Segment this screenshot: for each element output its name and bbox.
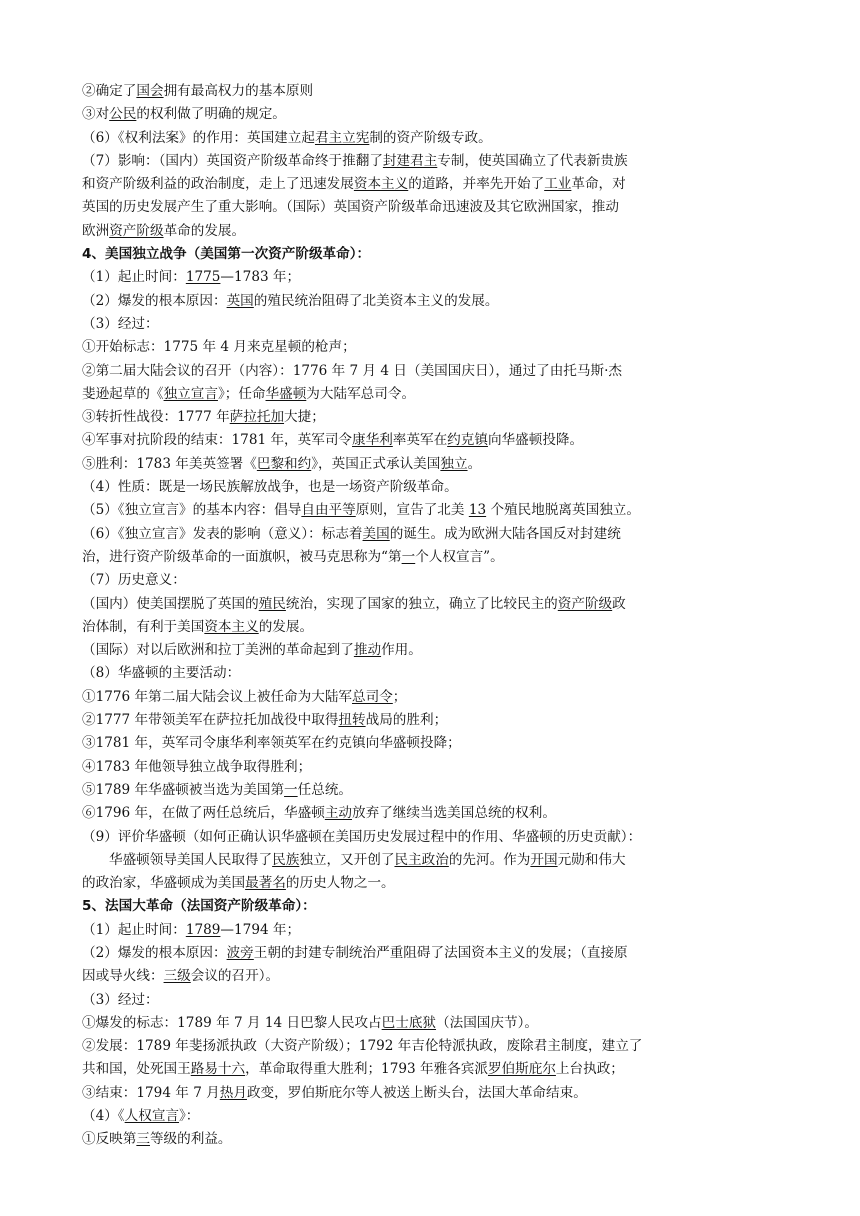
text-segment: 会议的召开）。 <box>190 968 280 985</box>
text-line <box>82 593 782 616</box>
text-line <box>82 127 782 150</box>
text-segment: ； <box>392 688 407 705</box>
underlined-blank: 独立 <box>440 455 468 472</box>
text-segment: 独立，又开创了 <box>299 851 395 868</box>
text-segment: —1794 年； <box>220 921 301 938</box>
underlined-blank: 扭转 <box>338 712 366 729</box>
document-page <box>82 80 782 1152</box>
text-segment: ④1783 年他领导独立战争取得胜利； <box>82 758 312 775</box>
text-line <box>82 686 782 709</box>
text-segment: 》，英国正式承认美国 <box>311 455 441 472</box>
text-line <box>82 639 782 662</box>
text-segment: 等级的利益。 <box>149 1131 232 1148</box>
underlined-blank: 13 <box>468 502 487 519</box>
text-line <box>82 849 782 872</box>
text-segment: 的诞生。成为欧洲大陆各国反对封建统 <box>389 525 621 542</box>
text-segment: 上台执政； <box>555 1061 624 1078</box>
text-line <box>82 965 782 988</box>
text-segment: （5）《独立宣言》的基本内容：倡导 <box>82 502 302 519</box>
text-segment: （4）《 <box>82 1108 125 1125</box>
text-segment: 个殖民地脱离英国独立。 <box>486 502 640 519</box>
text-line <box>82 989 782 1012</box>
underlined-blank: 民主政治 <box>394 851 449 868</box>
text-segment: 元勋和伟大 <box>557 851 626 868</box>
text-segment: 共和国，处死国王 <box>82 1061 191 1078</box>
underlined-blank: 一 <box>284 781 298 798</box>
text-segment: 治，进行资产阶级革命的一面旗帜，被马克思称为“第 <box>82 548 402 565</box>
text-segment: ③结束：1794 年 7 月 <box>82 1084 220 1101</box>
text-segment: （国际）对以后欧洲和拉丁美洲的革命起到了 <box>82 642 354 659</box>
text-segment: 因或导火线： <box>82 968 164 985</box>
text-segment: 》；任命 <box>217 385 266 402</box>
underlined-blank: 萨拉托加 <box>229 409 285 426</box>
text-line <box>82 802 782 825</box>
text-segment: （7）影响：（国内）英国资产阶级革命终于推翻了 <box>82 152 383 169</box>
text-segment: （1）起止时间： <box>82 269 186 286</box>
underlined-blank: 资产阶级 <box>557 595 613 612</box>
text-line <box>82 732 782 755</box>
text-line <box>82 826 782 849</box>
text-line <box>82 499 782 522</box>
text-segment: 的权利做了明确的规定。 <box>136 106 286 123</box>
text-line <box>82 1105 782 1128</box>
text-segment: （6）《独立宣言》发表的影响（意义）：标志着 <box>82 525 363 542</box>
text-segment: ③对 <box>82 106 110 123</box>
underlined-blank: 开国 <box>530 851 558 868</box>
text-segment: 个人权宣言”。 <box>415 548 504 565</box>
text-segment: ①反映第 <box>82 1131 137 1148</box>
underlined-blank: 约克镇 <box>447 432 488 449</box>
underlined-blank: 推动 <box>353 642 382 659</box>
underlined-blank: 路易十六 <box>190 1061 246 1078</box>
text-segment: 的发展。 <box>258 618 314 635</box>
text-segment: （7）历史意义： <box>82 572 186 589</box>
text-line <box>82 336 782 359</box>
underlined-blank: 巴士底狱 <box>381 1014 437 1031</box>
text-segment: ②确定了 <box>82 83 137 99</box>
text-line <box>82 173 782 196</box>
text-segment: （2）爆发的根本原因： <box>82 944 227 961</box>
text-segment: 政 <box>612 595 626 612</box>
text-line <box>82 220 782 243</box>
text-line <box>82 546 782 569</box>
text-segment: 王朝的封建专制统治严重阻碍了法国资本主义的发展；（直接原 <box>253 944 628 961</box>
text-segment: （法国国庆节）。 <box>436 1014 538 1031</box>
underlined-blank: 热月 <box>219 1084 247 1101</box>
underlined-blank: 工业 <box>544 176 572 193</box>
underlined-blank: 自由平等 <box>301 502 356 519</box>
text-segment: 任总统。 <box>297 781 353 798</box>
text-line <box>82 196 782 219</box>
text-segment: ②第二届大陆会议的召开（内容）：1776 年 7 月 4 日（美国国庆日），通过了由托马斯·杰 <box>82 362 622 379</box>
underlined-blank: 资本主义 <box>204 618 259 635</box>
text-segment: 原则，宣告了北美 <box>355 502 469 519</box>
underlined-blank: 华盛顿 <box>265 385 307 402</box>
text-segment: 的政治家，华盛顿成为美国 <box>82 875 246 892</box>
text-line <box>82 453 782 476</box>
text-line <box>82 942 782 965</box>
text-line <box>82 1128 782 1151</box>
underlined-blank: 殖民 <box>258 595 286 612</box>
text-segment: ①开始标志：1775 年 4 月来克星顿的枪声； <box>82 339 356 356</box>
text-segment: 英国的历史发展产生了重大影响。（国际）英国资产阶级革命迅速波及其它欧洲国家，推动 <box>82 199 619 216</box>
underlined-blank: 巴黎和约 <box>256 455 312 472</box>
underlined-blank: 罗伯斯庇尔 <box>487 1061 556 1078</box>
text-line <box>82 1082 782 1105</box>
underlined-blank: 民族 <box>272 851 300 868</box>
underlined-blank: 人权宣言 <box>124 1108 180 1125</box>
text-segment: 欧洲 <box>82 222 110 239</box>
text-segment: 革命的发展。 <box>163 222 246 239</box>
underlined-blank: 资产阶级 <box>109 222 164 239</box>
text-line <box>82 662 782 685</box>
text-segment: （6）《权利法案》的作用：英国建立起 <box>82 129 315 146</box>
text-line <box>82 406 782 429</box>
text-line <box>82 569 782 592</box>
text-segment: 的道路，并率先开始了 <box>408 176 545 193</box>
text-segment: ⑤胜利：1783 年美英签署《 <box>82 455 257 472</box>
text-line <box>82 360 782 383</box>
underlined-blank: 美国 <box>362 525 390 542</box>
underlined-blank: 公民 <box>109 106 137 123</box>
text-line <box>82 103 782 126</box>
text-segment: 的历史人物之一。 <box>285 875 395 892</box>
text-segment: 统治，实现了国家的独立，确立了比较民主的 <box>285 595 558 612</box>
text-segment: 大捷； <box>284 409 325 426</box>
section-heading: 4、美国独立战争（美国第一次资产阶级革命）： <box>82 246 371 263</box>
text-segment: 和资产阶级利益的政治制度，走上了迅速发展 <box>82 176 354 193</box>
text-segment: 华盛顿领导美国人民取得了 <box>109 851 273 868</box>
text-segment: 的先河。作为 <box>448 851 531 868</box>
underlined-blank: 1775 <box>185 269 221 286</box>
text-segment: ④军事对抗阶段的结束：1781 年，英军司令 <box>82 432 353 449</box>
text-segment: 战局的胜利； <box>365 712 448 729</box>
underlined-blank: 一 <box>401 548 416 565</box>
text-segment: ①1776 年第二届大陆会议上被任命为大陆军 <box>82 688 353 705</box>
text-segment: 作用。 <box>381 642 422 659</box>
text-segment: 拥有最高权力的基本原则 <box>163 83 314 99</box>
text-line <box>82 383 782 406</box>
text-line <box>82 290 782 313</box>
text-line <box>82 779 782 802</box>
text-segment: ⑤1789 年华盛顿被当选为美国第 <box>82 781 285 798</box>
text-line <box>82 429 782 452</box>
text-segment: 政变，罗伯斯庇尔等人被送上断头台，法国大革命结束。 <box>246 1084 587 1101</box>
text-segment: 的殖民统治阻碍了北美资本主义的发展。 <box>253 292 499 309</box>
text-segment: ，革命取得重大胜利；1793 年雅各宾派 <box>245 1061 488 1078</box>
text-segment: （9）评价华盛顿（如何正确认识华盛顿在美国历史发展过程中的作用、华盛顿的历史贡献）： <box>82 828 642 845</box>
underlined-blank: 三级 <box>163 968 191 985</box>
text-segment: （3）经过： <box>82 991 159 1008</box>
text-segment: 向华盛顿投降。 <box>487 432 584 449</box>
text-line <box>82 1058 782 1081</box>
text-line <box>82 266 782 289</box>
text-segment: 率英军在 <box>392 432 448 449</box>
underlined-blank: 1789 <box>185 921 221 938</box>
underlined-blank: 康华利 <box>352 432 393 449</box>
text-segment: ②发展：1789 年斐扬派执政（大资产阶级）；1792 年吉伦特派执政，废除君主制度，建立了 <box>82 1038 643 1055</box>
text-line <box>82 476 782 499</box>
text-line <box>82 919 782 942</box>
text-segment: （2）爆发的根本原因： <box>82 292 227 309</box>
underlined-blank: 波旁 <box>226 944 254 961</box>
text-line <box>82 872 782 895</box>
text-segment: 革命，对 <box>571 176 626 193</box>
underlined-blank: 君主立宪 <box>314 129 370 146</box>
text-segment: ①爆发的标志：1789 年 7 月 14 日巴黎人民攻占 <box>82 1014 382 1031</box>
text-segment: 专制，使英国确立了代表新贵族 <box>437 152 628 169</box>
text-line <box>82 709 782 732</box>
text-segment: （国内）使美国摆脱了英国的 <box>82 595 259 612</box>
text-segment: （4）性质：既是一场民族解放战争，也是一场资产阶级革命。 <box>82 479 458 496</box>
underlined-blank: 国会 <box>136 83 164 99</box>
text-line <box>82 150 782 173</box>
text-segment: 斐逊起草的《 <box>82 385 164 402</box>
underlined-blank: 资本主义 <box>353 176 409 193</box>
text-segment: ⑥1796 年，在做了两任总统后，华盛顿 <box>82 805 325 822</box>
text-segment: —1783 年； <box>220 269 301 286</box>
underlined-blank: 主动 <box>324 805 353 822</box>
text-line <box>82 313 782 336</box>
text-segment: 放弃了继续当选美国总统的权利。 <box>352 805 556 822</box>
text-line <box>82 523 782 546</box>
text-line <box>82 1035 782 1058</box>
text-segment: 为大陆军总司令。 <box>306 385 416 402</box>
text-segment: 治体制，有利于美国 <box>82 618 205 635</box>
underlined-blank: 封建君主 <box>382 152 438 169</box>
underlined-blank: 最著名 <box>245 875 286 892</box>
text-segment: 。 <box>467 455 482 472</box>
text-line <box>82 80 782 103</box>
text-segment: ③1781 年，英军司令康华利率领英军在约克镇向华盛顿投降； <box>82 735 461 752</box>
text-segment: ③转折性战役：1777 年 <box>82 409 230 426</box>
underlined-blank: 总司令 <box>352 688 393 705</box>
text-line <box>82 616 782 639</box>
text-segment: （1）起止时间： <box>82 921 186 938</box>
text-line <box>82 1012 782 1035</box>
text-line <box>82 756 782 779</box>
underlined-blank: 三 <box>136 1131 150 1148</box>
text-segment: （3）经过： <box>82 315 159 332</box>
section-heading: 5、法国大革命（法国资产阶级革命）： <box>82 898 316 915</box>
text-segment: 制的资产阶级专政。 <box>369 129 492 146</box>
text-segment: ②1777 年带领美军在萨拉托加战役中取得 <box>82 712 339 729</box>
underlined-blank: 独立宣言 <box>163 385 218 402</box>
text-segment: 》： <box>179 1108 200 1125</box>
underlined-blank: 英国 <box>226 292 254 309</box>
text-segment: （8）华盛顿的主要活动： <box>82 665 241 682</box>
